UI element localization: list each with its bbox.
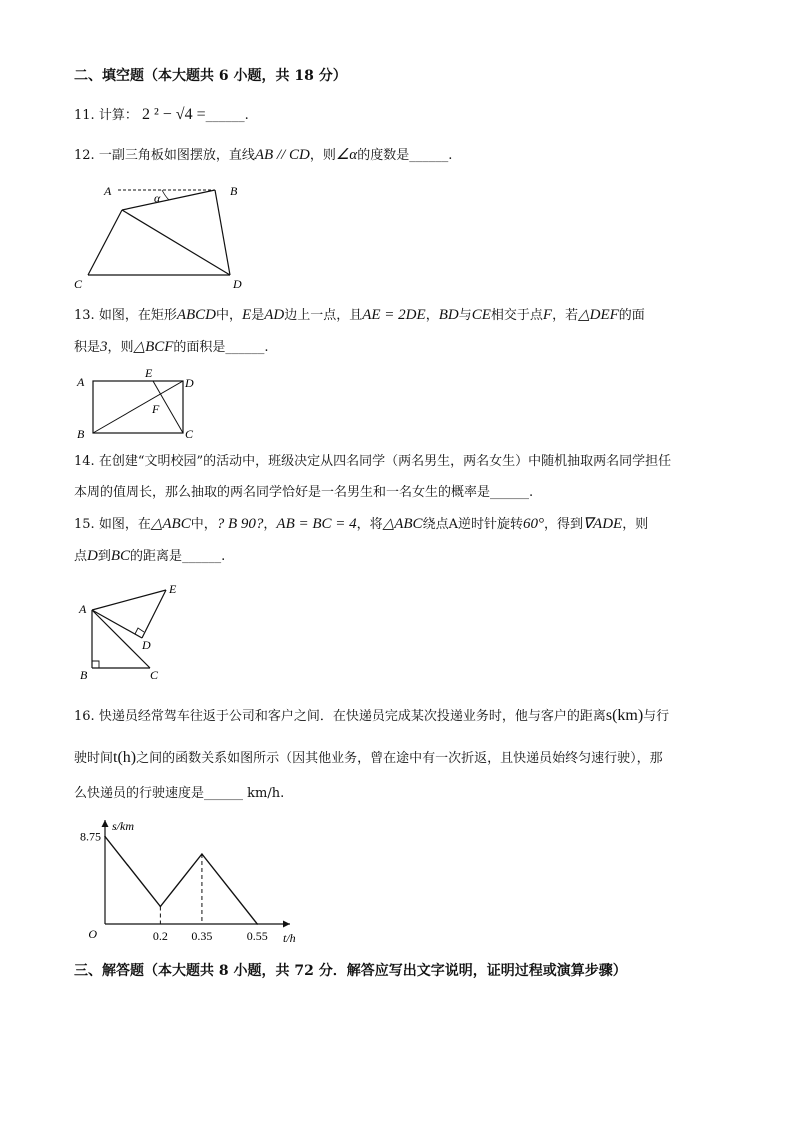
q14-number: 14. [74,454,95,469]
q12-seg-a-c [88,210,122,275]
q15-math: 60° [522,516,544,532]
q16-text: 么快递员的行驶速度是 [74,786,205,801]
question-12 [74,146,452,165]
q16-blank: ______ [204,786,244,801]
q15-seg-ae [92,590,166,610]
q15-end: . [221,549,226,564]
question-13-line-1 [74,306,645,325]
q13-label-e: E [145,367,153,380]
q12-number: 12. [74,148,95,163]
data-point-3 [257,923,259,925]
data-point-1 [160,906,162,908]
q13-text: 是 [251,308,265,323]
q13-label-b: B [77,427,85,441]
q13-text: 的面积是 [173,340,226,355]
chart-guides [160,854,202,924]
q13-text: 边上一点，且 [284,308,363,323]
q15-label-b: B [80,668,88,682]
series-segment-2 [202,854,257,924]
q16-unit: km/h [247,786,281,801]
q15-right-angle-d [135,628,144,634]
q13-math: △BCF [133,339,174,355]
q13-math: 3 [100,339,108,355]
q15-math: BC [110,548,131,564]
q15-number: 15. [74,517,95,532]
q13-math: △DEF [578,307,619,323]
q14-end: . [529,485,534,500]
q15-text: ，将 [356,517,383,532]
q15-text: 中， [190,517,217,532]
q12-text-a: 一副三角板如图摆放，直线 [98,148,255,163]
q16-text: 之间的函数关系如图所示（因其他业务，曾在途中有一次折返，且快递员始终匀速行驶），那 [136,751,663,766]
q12-text-b: ，则 [309,148,336,163]
q12-label-d: D [233,277,242,291]
chart-series [104,836,258,925]
q13-math: AE = 2DE [362,307,426,323]
question-16-line-2 [74,749,663,768]
data-point-2 [201,853,203,855]
q15-label-d: D [142,638,151,652]
q14-text: 在创建“文明校园”的活动中，班级决定从四名同学（两名男生，两名女生）中随机抽取两名同学担任 [98,454,672,469]
q12-text-c: 的度数是 [357,148,410,163]
q12-blank: ______ [409,148,449,163]
q15-label-c: C [150,668,159,682]
q15-math: △ABC [150,516,191,532]
q13-math: AD [264,307,285,323]
question-11 [74,106,249,125]
origin-label: O [88,927,97,941]
q15-math: D [87,548,98,564]
q15-figure [74,578,194,683]
q13-label-a: A [77,375,85,389]
q15-label-e: E [169,582,177,596]
data-point-0 [104,836,106,838]
question-16-line-1 [74,707,669,726]
q13-text: 积是 [74,340,101,355]
q15-text: 点 [74,549,88,564]
section-3-heading: 三、解答题（本大题共 8 小题，共 72 分．解答应写出文字说明，证明过程或演算步骤） [74,963,627,979]
q15-text: ， [263,517,277,532]
q13-text: 的面 [618,308,645,323]
q12-seg-b-d [215,190,230,275]
q15-math: △ABC [382,516,423,532]
q13-diagonal-bd [93,381,183,433]
q15-text: 如图，在 [98,517,151,532]
series-segment-1 [160,854,202,907]
q11-prefix: 计算： [98,108,138,123]
q12-label-a: A [104,184,112,198]
q15-text: 绕点 [422,517,449,532]
q15-math: A [448,517,458,532]
q13-math: BD [438,307,459,323]
q13-text: 中， [216,308,243,323]
q11-number: 11. [74,108,95,123]
q14-text: 本周的值周长，那么抽取的两名同学恰好是一名男生和一名女生的概率是 [74,485,491,500]
q15-right-angle-b [92,661,99,668]
q13-text: 与 [458,308,472,323]
q14-blank: ______ [490,485,530,500]
q15-seg-ed [142,590,166,638]
q16-text: 快递员经常驾车往返于公司和客户之间．在快递员完成某次投递业务时，他与客户的距离 [98,709,606,724]
q15-text: 到 [97,549,111,564]
q12-seg-a-d [122,210,230,275]
y-axis-label: s/km [112,819,134,833]
question-15-line-1 [74,515,648,534]
q13-text: 相交于点 [490,308,543,323]
q16-text: 驶时间 [74,751,114,766]
q13-label-d: D [185,376,194,390]
q13-label-c: C [185,427,194,441]
q13-text: ，则 [107,340,134,355]
q12-figure [70,178,270,293]
question-14-line-1 [74,453,671,471]
q13-figure [74,367,204,442]
q11-expression: 2 ² − √4 = [141,106,206,123]
series-segment-0 [105,837,160,907]
q15-label-a: A [79,602,87,616]
q15-text: 逆时针旋转 [457,517,523,532]
q13-math: F [542,307,553,323]
q13-math: CE [471,307,491,323]
x-axis-label: t/h [283,931,296,945]
q12-math-alpha: ∠α [335,147,358,163]
q12-math-ab-cd: AB // CD [254,147,310,163]
chart-labels [80,819,296,945]
q12-angle-arc [162,190,169,200]
y-tick-label-0: 8.75 [80,829,101,844]
question-15-line-2 [74,547,225,566]
q13-text: ，若 [552,308,579,323]
q13-label-f: F [152,402,160,416]
q16-math: t(h) [113,749,137,766]
q16-text: 与行 [643,709,670,724]
q15-text: 的距离是 [130,549,183,564]
q15-seg-ad [92,610,142,638]
q15-math: AB = BC = 4 [276,516,357,532]
q13-math: E [242,307,252,323]
q13-text: ， [425,308,439,323]
q15-math: ∇ADE [583,516,623,532]
question-14-line-2 [74,484,533,502]
q16-math: s(km) [605,707,644,724]
q12-end: . [448,148,453,163]
x-tick-label-2: 0.55 [246,929,268,943]
section-2-heading: 二、填空题（本大题共 6 小题，共 18 分） [74,68,347,84]
q16-end: . [280,786,285,801]
q11-end: . [244,108,249,123]
question-13-line-2 [74,338,269,357]
q16-number: 16. [74,709,95,724]
q16-distance-time-chart [70,814,300,949]
q13-blank: ______ [225,340,265,355]
q11-blank: ______ [205,108,245,123]
q13-text: 如图，在矩形 [98,308,177,323]
x-tick-label-0: 0.2 [152,929,168,943]
q15-text: ，则 [622,517,649,532]
question-16-line-3 [74,785,284,803]
q13-math: ABCD [176,307,217,323]
q12-label-alpha: α [154,191,161,205]
q15-blank: ______ [182,549,222,564]
q15-text: ，得到 [543,517,583,532]
q15-math: ? B 90? [216,516,264,532]
q13-number: 13. [74,308,95,323]
q12-label-b: B [230,184,238,198]
q13-end: . [264,340,269,355]
q12-label-c: C [74,277,83,291]
x-tick-label-1: 0.35 [191,929,213,943]
